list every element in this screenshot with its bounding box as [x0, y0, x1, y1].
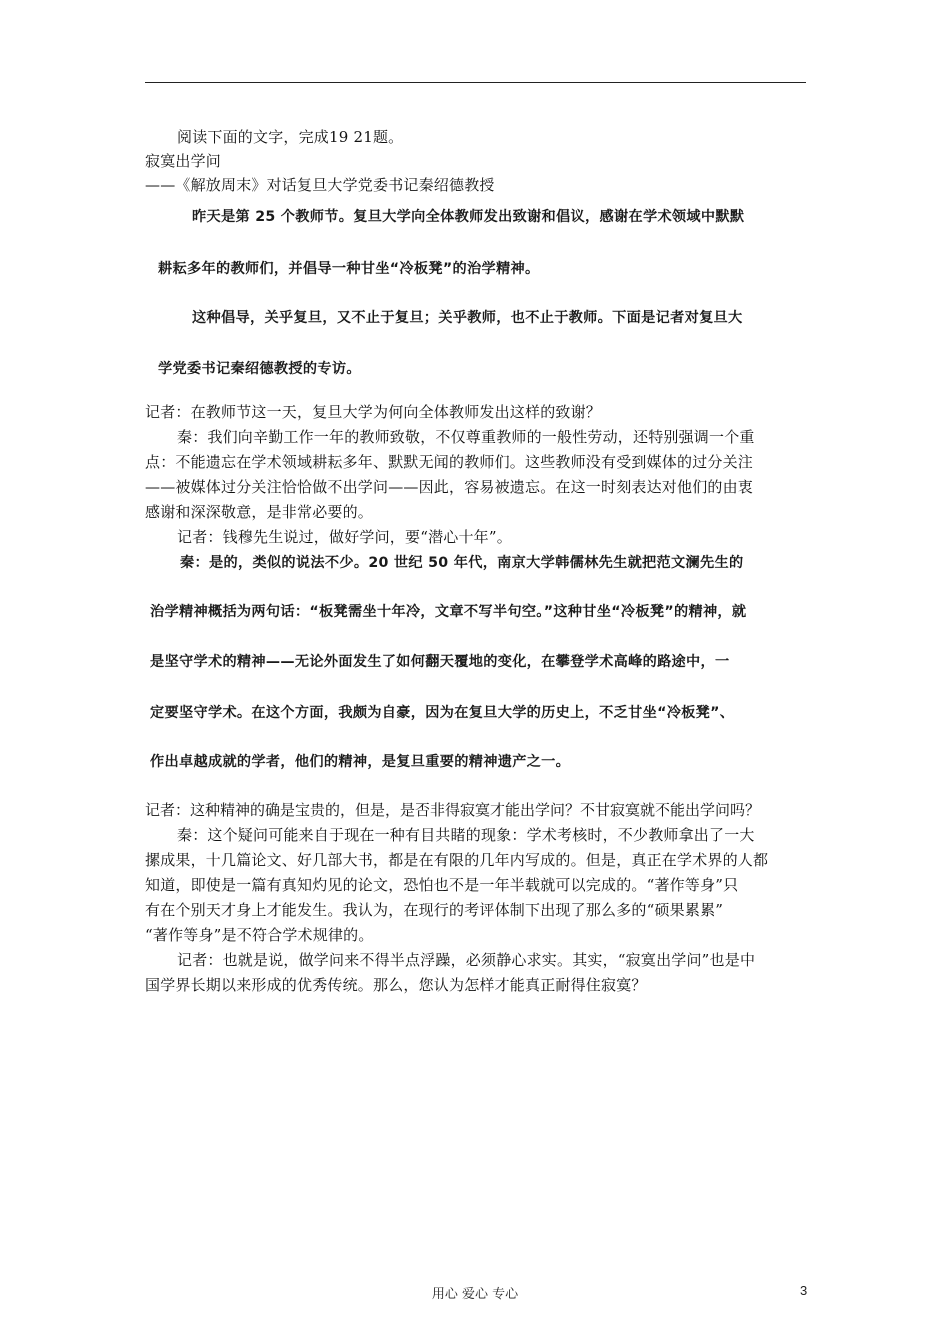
article-subtitle: ——《解放周末》对话复旦大学党委书记秦绍德教授	[145, 176, 495, 194]
image-text-line: 治学精神概括为两句话：“板凳需坐十年冷，文章不写半句空。”这种甘坐“冷板凳”的精神，就	[150, 604, 747, 620]
image-text-line: 是坚守学术的精神——无论外面发生了如何翻天覆地的变化，在攀登学术高峰的路途中，一	[150, 654, 730, 670]
text-line: 感谢和深深敬意，是非常必要的。	[145, 503, 374, 521]
text-line: 记者：也就是说，做学问来不得半点浮躁，必须静心求实。其实，“寂寞出学问”也是中	[177, 951, 756, 969]
page-number: 3	[800, 1283, 808, 1298]
image-text-line: 定要坚守学术。在这个方面，我颇为自豪，因为在复旦大学的历史上，不乏甘坐“冷板凳”、	[150, 705, 735, 721]
text-line: 有在个别天才身上才能发生。我认为，在现行的考评体制下出现了那么多的“硕果累累”	[145, 901, 724, 919]
text-line: ——被媒体过分关注恰恰做不出学问——因此，容易被遗忘。在这一时刻表达对他们的由衷	[145, 478, 754, 496]
text-line: 记者：这种精神的确是宝贵的，但是，是否非得寂寞才能出学问？不甘寂寞就不能出学问吗？	[145, 801, 761, 819]
text-line: 国学界长期以来形成的优秀传统。那么，您认为怎样才能真正耐得住寂寞？	[145, 976, 647, 994]
image-text-line: 这种倡导，关乎复旦，又不止于复旦；关乎教师，也不止于教师。下面是记者对复旦大	[192, 310, 743, 326]
intro-line: 阅读下面的文字，完成19 21题。	[177, 128, 404, 146]
text-line: 知道，即使是一篇有真知灼见的论文，恐怕也不是一年半载就可以完成的。“著作等身”只	[145, 876, 739, 894]
header-rule	[145, 82, 806, 83]
text-line: 记者：钱穆先生说过，做好学问，要“潜心十年”。	[177, 528, 512, 546]
article-title: 寂寞出学问	[145, 152, 222, 170]
text-line: 秦：这个疑问可能来自于现在一种有目共睹的现象：学术考核时，不少教师拿出了一大	[177, 826, 755, 844]
image-text-line: 学党委书记秦绍德教授的专访。	[158, 361, 361, 377]
text-line: “著作等身”是不符合学术规律的。	[145, 926, 374, 944]
text-line: 点：不能遗忘在学术领域耕耘多年、默默无闻的教师们。这些教师没有受到媒体的过分关注	[145, 453, 754, 471]
image-text-line: 作出卓越成就的学者，他们的精神，是复旦重要的精神遗产之一。	[150, 754, 571, 770]
text-line: 记者：在教师节这一天，复旦大学为何向全体教师发出这样的致谢？	[145, 403, 602, 421]
image-text-line: 耕耘多年的教师们，并倡导一种甘坐“冷板凳”的治学精神。	[158, 261, 540, 277]
text-line: 秦：我们向辛勤工作一年的教师致敬，不仅尊重教师的一般性劳动，还特别强调一个重	[177, 428, 755, 446]
text-line: 摞成果，十几篇论文、好几部大书，都是在有限的几年内写成的。但是，真正在学术界的人都	[145, 851, 769, 869]
image-text-line: 秦：是的，类似的说法不少。20 世纪 50 年代，南京大学韩儒林先生就把范文澜先生的	[180, 555, 744, 571]
page-footer: 用心 爱心 专心	[431, 1287, 519, 1302]
image-text-line: 昨天是第 25 个教师节。复旦大学向全体教师发出致谢和倡议，感谢在学术领域中默默	[192, 209, 745, 225]
